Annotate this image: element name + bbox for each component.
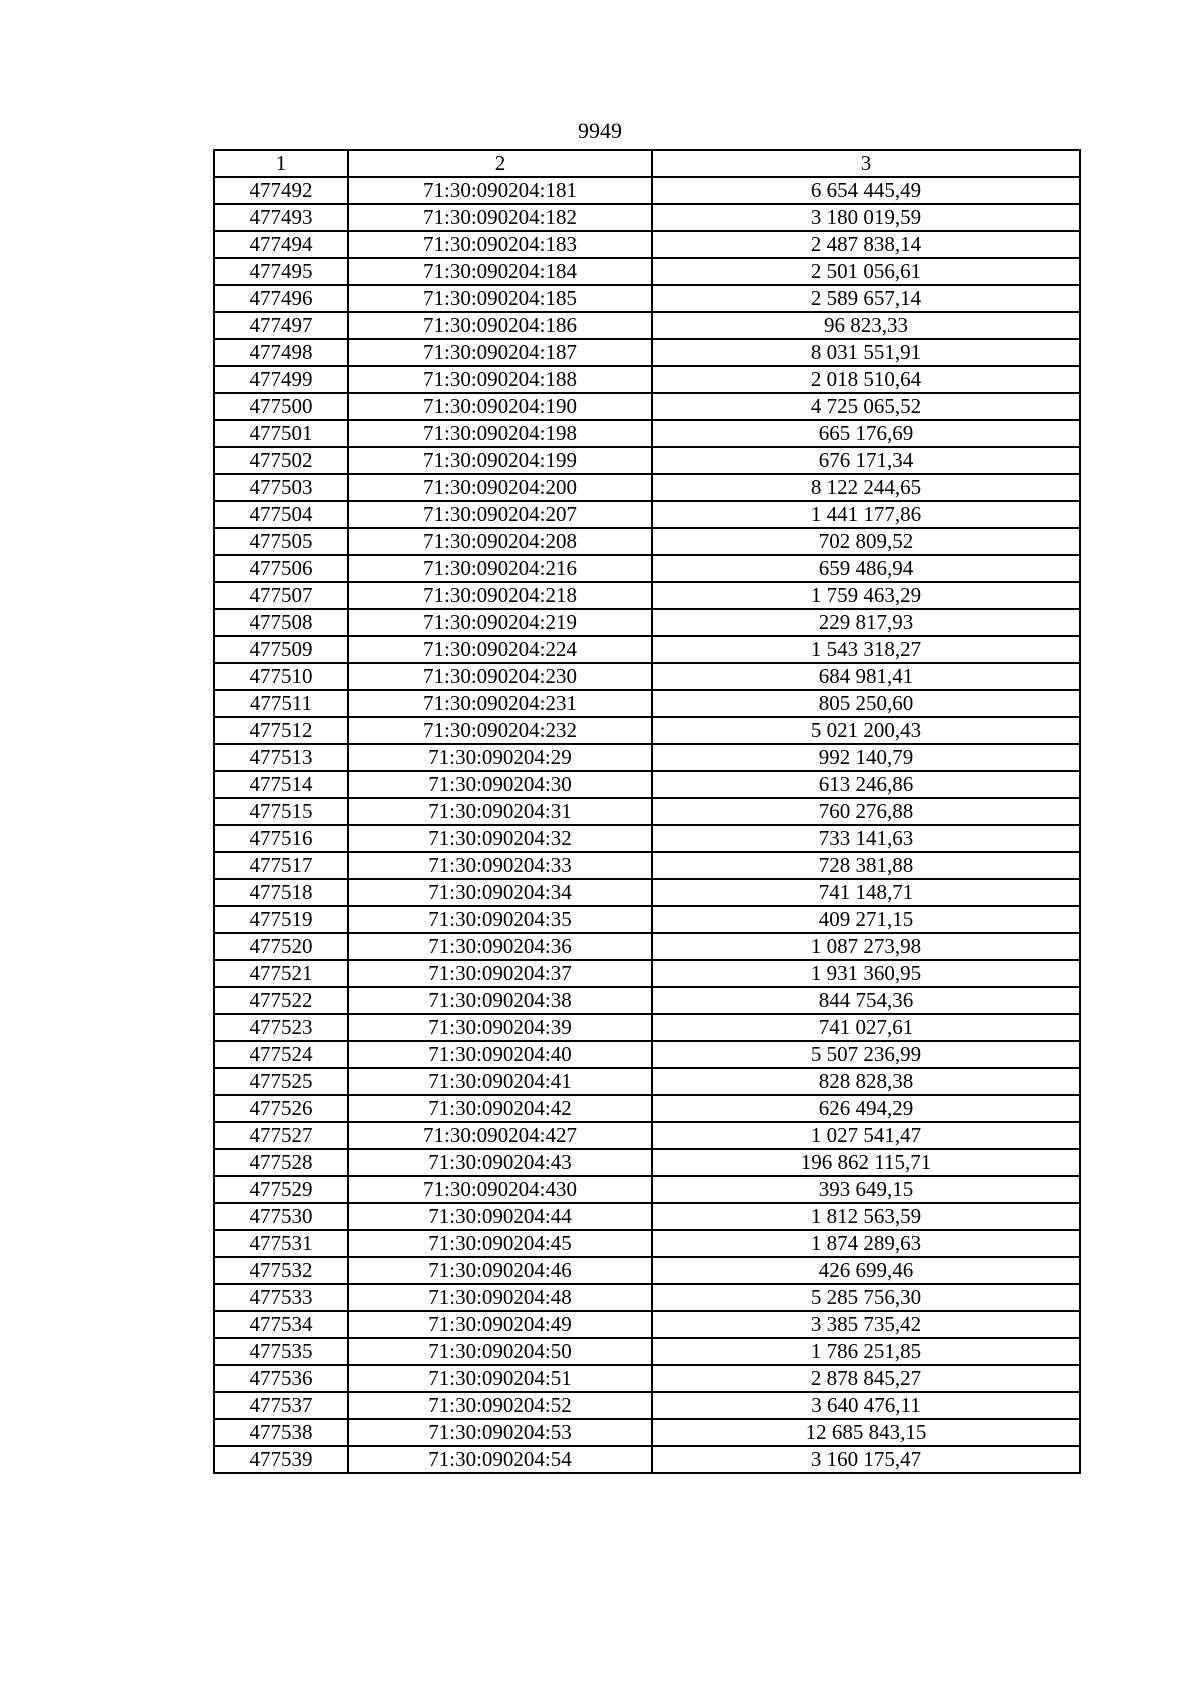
table-row <box>214 1068 1080 1095</box>
row-number-cell: 477538 <box>214 1419 348 1446</box>
row-number-cell: 477508 <box>214 609 348 636</box>
value-cell: 733 141,63 <box>652 825 1080 852</box>
table-row <box>214 231 1080 258</box>
cadastral-number-cell: 71:30:090204:200 <box>348 474 652 501</box>
row-number-cell: 477519 <box>214 906 348 933</box>
value-cell: 3 180 019,59 <box>652 204 1080 231</box>
cadastral-number-cell: 71:30:090204:185 <box>348 285 652 312</box>
value-cell: 1 931 360,95 <box>652 960 1080 987</box>
cadastral-number-cell: 71:30:090204:44 <box>348 1203 652 1230</box>
cadastral-number-cell: 71:30:090204:427 <box>348 1122 652 1149</box>
row-number-cell: 477528 <box>214 1149 348 1176</box>
table-row <box>214 852 1080 879</box>
row-number-cell: 477500 <box>214 393 348 420</box>
cadastral-number-cell: 71:30:090204:51 <box>348 1365 652 1392</box>
value-cell: 6 654 445,49 <box>652 177 1080 204</box>
cadastral-number-cell: 71:30:090204:46 <box>348 1257 652 1284</box>
table-row <box>214 582 1080 609</box>
row-number-cell: 477495 <box>214 258 348 285</box>
page-number: 9949 <box>578 118 622 143</box>
cadastral-number-cell: 71:30:090204:199 <box>348 447 652 474</box>
cadastral-number-cell: 71:30:090204:29 <box>348 744 652 771</box>
table-row <box>214 339 1080 366</box>
value-cell: 684 981,41 <box>652 663 1080 690</box>
cadastral-number-cell: 71:30:090204:31 <box>348 798 652 825</box>
cadastral-number-cell: 71:30:090204:37 <box>348 960 652 987</box>
cadastral-number-cell: 71:30:090204:182 <box>348 204 652 231</box>
cadastral-number-cell: 71:30:090204:186 <box>348 312 652 339</box>
cadastral-number-cell: 71:30:090204:208 <box>348 528 652 555</box>
value-cell: 760 276,88 <box>652 798 1080 825</box>
row-number-cell: 477535 <box>214 1338 348 1365</box>
cadastral-number-cell: 71:30:090204:190 <box>348 393 652 420</box>
table-row <box>214 312 1080 339</box>
row-number-cell: 477531 <box>214 1230 348 1257</box>
table-row <box>214 1176 1080 1203</box>
table-row <box>214 825 1080 852</box>
table-row <box>214 1419 1080 1446</box>
value-cell: 3 385 735,42 <box>652 1311 1080 1338</box>
table-row <box>214 177 1080 204</box>
value-cell: 2 589 657,14 <box>652 285 1080 312</box>
table-row <box>214 879 1080 906</box>
cadastral-number-cell: 71:30:090204:230 <box>348 663 652 690</box>
row-number-cell: 477493 <box>214 204 348 231</box>
row-number-cell: 477497 <box>214 312 348 339</box>
cadastral-number-cell: 71:30:090204:50 <box>348 1338 652 1365</box>
table-body <box>214 150 1080 1473</box>
cadastral-number-cell: 71:30:090204:219 <box>348 609 652 636</box>
table-row <box>214 1041 1080 1068</box>
cadastral-number-cell: 71:30:090204:45 <box>348 1230 652 1257</box>
table-row <box>214 1392 1080 1419</box>
cadastral-number-cell: 71:30:090204:184 <box>348 258 652 285</box>
table-row <box>214 744 1080 771</box>
row-number-cell: 477529 <box>214 1176 348 1203</box>
cadastral-number-cell: 71:30:090204:38 <box>348 987 652 1014</box>
row-number-cell: 477509 <box>214 636 348 663</box>
row-number-cell: 477517 <box>214 852 348 879</box>
value-cell: 613 246,86 <box>652 771 1080 798</box>
row-number-cell: 477526 <box>214 1095 348 1122</box>
value-cell: 1 786 251,85 <box>652 1338 1080 1365</box>
value-cell: 8 122 244,65 <box>652 474 1080 501</box>
value-cell: 1 441 177,86 <box>652 501 1080 528</box>
value-cell: 1 087 273,98 <box>652 933 1080 960</box>
value-cell: 992 140,79 <box>652 744 1080 771</box>
row-number-cell: 477506 <box>214 555 348 582</box>
row-number-cell: 477530 <box>214 1203 348 1230</box>
value-cell: 1 027 541,47 <box>652 1122 1080 1149</box>
cadastral-number-cell: 71:30:090204:48 <box>348 1284 652 1311</box>
value-cell: 2 018 510,64 <box>652 366 1080 393</box>
cadastral-number-cell: 71:30:090204:187 <box>348 339 652 366</box>
value-cell: 728 381,88 <box>652 852 1080 879</box>
value-cell: 196 862 115,71 <box>652 1149 1080 1176</box>
table-row <box>214 1365 1080 1392</box>
cadastral-number-cell: 71:30:090204:430 <box>348 1176 652 1203</box>
cadastral-number-cell: 71:30:090204:198 <box>348 420 652 447</box>
cadastral-number-cell: 71:30:090204:231 <box>348 690 652 717</box>
value-cell: 2 487 838,14 <box>652 231 1080 258</box>
table-row <box>214 528 1080 555</box>
row-number-cell: 477521 <box>214 960 348 987</box>
cadastral-number-cell: 71:30:090204:40 <box>348 1041 652 1068</box>
cadastral-number-cell: 71:30:090204:52 <box>348 1392 652 1419</box>
cadastral-number-cell: 71:30:090204:188 <box>348 366 652 393</box>
row-number-cell: 477510 <box>214 663 348 690</box>
table-row <box>214 1149 1080 1176</box>
cadastral-number-cell: 71:30:090204:183 <box>348 231 652 258</box>
table-row <box>214 609 1080 636</box>
row-number-cell: 477533 <box>214 1284 348 1311</box>
value-cell: 1 543 318,27 <box>652 636 1080 663</box>
row-number-cell: 477496 <box>214 285 348 312</box>
value-cell: 2 501 056,61 <box>652 258 1080 285</box>
cadastral-number-cell: 71:30:090204:216 <box>348 555 652 582</box>
row-number-cell: 477507 <box>214 582 348 609</box>
row-number-cell: 477498 <box>214 339 348 366</box>
value-cell: 2 878 845,27 <box>652 1365 1080 1392</box>
row-number-cell: 477513 <box>214 744 348 771</box>
table-row <box>214 1338 1080 1365</box>
table-row <box>214 987 1080 1014</box>
table-row <box>214 1257 1080 1284</box>
value-cell: 8 031 551,91 <box>652 339 1080 366</box>
data-table <box>213 149 1081 1474</box>
table-row <box>214 447 1080 474</box>
table-row <box>214 798 1080 825</box>
table-row <box>214 771 1080 798</box>
value-cell: 5 285 756,30 <box>652 1284 1080 1311</box>
table-row <box>214 1284 1080 1311</box>
cadastral-number-cell: 71:30:090204:181 <box>348 177 652 204</box>
value-cell: 676 171,34 <box>652 447 1080 474</box>
value-cell: 4 725 065,52 <box>652 393 1080 420</box>
row-number-cell: 477505 <box>214 528 348 555</box>
row-number-cell: 477492 <box>214 177 348 204</box>
row-number-cell: 477515 <box>214 798 348 825</box>
table-row <box>214 1122 1080 1149</box>
table-header-row <box>214 150 1080 177</box>
table-row <box>214 933 1080 960</box>
value-cell: 1 874 289,63 <box>652 1230 1080 1257</box>
value-cell: 665 176,69 <box>652 420 1080 447</box>
header-cell-3: 3 <box>652 150 1080 177</box>
row-number-cell: 477532 <box>214 1257 348 1284</box>
row-number-cell: 477501 <box>214 420 348 447</box>
cadastral-number-cell: 71:30:090204:39 <box>348 1014 652 1041</box>
value-cell: 1 812 563,59 <box>652 1203 1080 1230</box>
cadastral-number-cell: 71:30:090204:33 <box>348 852 652 879</box>
table-row <box>214 1311 1080 1338</box>
row-number-cell: 477499 <box>214 366 348 393</box>
row-number-cell: 477522 <box>214 987 348 1014</box>
value-cell: 626 494,29 <box>652 1095 1080 1122</box>
table-row <box>214 393 1080 420</box>
row-number-cell: 477504 <box>214 501 348 528</box>
cadastral-number-cell: 71:30:090204:43 <box>348 1149 652 1176</box>
table-row <box>214 906 1080 933</box>
row-number-cell: 477511 <box>214 690 348 717</box>
cadastral-number-cell: 71:30:090204:36 <box>348 933 652 960</box>
value-cell: 12 685 843,15 <box>652 1419 1080 1446</box>
cadastral-number-cell: 71:30:090204:207 <box>348 501 652 528</box>
cadastral-number-cell: 71:30:090204:54 <box>348 1446 652 1473</box>
cadastral-number-cell: 71:30:090204:32 <box>348 825 652 852</box>
table-row <box>214 204 1080 231</box>
row-number-cell: 477534 <box>214 1311 348 1338</box>
header-cell-1: 1 <box>214 150 348 177</box>
row-number-cell: 477502 <box>214 447 348 474</box>
table-row <box>214 663 1080 690</box>
row-number-cell: 477503 <box>214 474 348 501</box>
row-number-cell: 477527 <box>214 1122 348 1149</box>
value-cell: 229 817,93 <box>652 609 1080 636</box>
row-number-cell: 477537 <box>214 1392 348 1419</box>
cadastral-number-cell: 71:30:090204:42 <box>348 1095 652 1122</box>
value-cell: 3 640 476,11 <box>652 1392 1080 1419</box>
value-cell: 3 160 175,47 <box>652 1446 1080 1473</box>
table-row <box>214 1446 1080 1473</box>
row-number-cell: 477512 <box>214 717 348 744</box>
table-row <box>214 420 1080 447</box>
value-cell: 5 021 200,43 <box>652 717 1080 744</box>
value-cell: 844 754,36 <box>652 987 1080 1014</box>
row-number-cell: 477523 <box>214 1014 348 1041</box>
table-row <box>214 501 1080 528</box>
value-cell: 426 699,46 <box>652 1257 1080 1284</box>
row-number-cell: 477516 <box>214 825 348 852</box>
value-cell: 96 823,33 <box>652 312 1080 339</box>
cadastral-number-cell: 71:30:090204:224 <box>348 636 652 663</box>
table-row <box>214 474 1080 501</box>
value-cell: 741 148,71 <box>652 879 1080 906</box>
cadastral-number-cell: 71:30:090204:218 <box>348 582 652 609</box>
table-row <box>214 717 1080 744</box>
table-row <box>214 1014 1080 1041</box>
table-row <box>214 960 1080 987</box>
value-cell: 828 828,38 <box>652 1068 1080 1095</box>
row-number-cell: 477520 <box>214 933 348 960</box>
cadastral-number-cell: 71:30:090204:41 <box>348 1068 652 1095</box>
value-cell: 1 759 463,29 <box>652 582 1080 609</box>
value-cell: 702 809,52 <box>652 528 1080 555</box>
row-number-cell: 477518 <box>214 879 348 906</box>
row-number-cell: 477514 <box>214 771 348 798</box>
cadastral-number-cell: 71:30:090204:35 <box>348 906 652 933</box>
value-cell: 741 027,61 <box>652 1014 1080 1041</box>
cadastral-number-cell: 71:30:090204:49 <box>348 1311 652 1338</box>
value-cell: 659 486,94 <box>652 555 1080 582</box>
row-number-cell: 477494 <box>214 231 348 258</box>
header-cell-2: 2 <box>348 150 652 177</box>
row-number-cell: 477539 <box>214 1446 348 1473</box>
table-row <box>214 636 1080 663</box>
table-row <box>214 285 1080 312</box>
value-cell: 409 271,15 <box>652 906 1080 933</box>
cadastral-number-cell: 71:30:090204:34 <box>348 879 652 906</box>
table-row <box>214 1203 1080 1230</box>
table-row <box>214 690 1080 717</box>
row-number-cell: 477525 <box>214 1068 348 1095</box>
value-cell: 5 507 236,99 <box>652 1041 1080 1068</box>
value-cell: 805 250,60 <box>652 690 1080 717</box>
table-row <box>214 1095 1080 1122</box>
table-row <box>214 258 1080 285</box>
row-number-cell: 477524 <box>214 1041 348 1068</box>
cadastral-number-cell: 71:30:090204:30 <box>348 771 652 798</box>
cadastral-number-cell: 71:30:090204:53 <box>348 1419 652 1446</box>
table-row <box>214 555 1080 582</box>
cadastral-number-cell: 71:30:090204:232 <box>348 717 652 744</box>
value-cell: 393 649,15 <box>652 1176 1080 1203</box>
table-row <box>214 1230 1080 1257</box>
row-number-cell: 477536 <box>214 1365 348 1392</box>
table-row <box>214 366 1080 393</box>
